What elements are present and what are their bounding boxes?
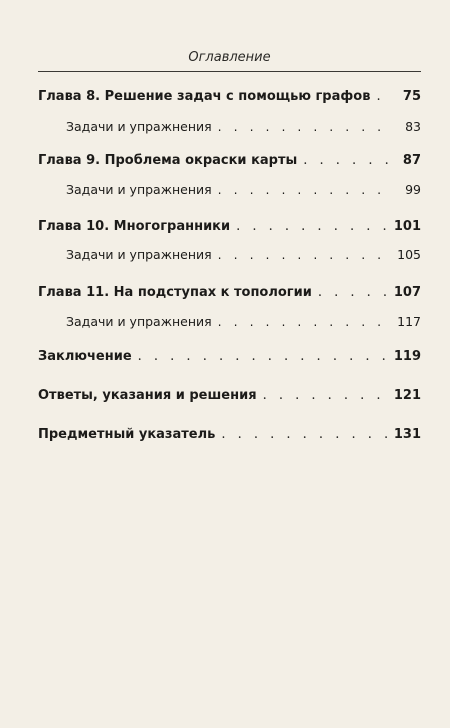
toc-entry-title: Задачи и упражнения (66, 314, 212, 329)
leader-dots (218, 246, 391, 264)
toc-entry-title: Заключение (38, 349, 132, 364)
toc-entry-page: 105 (397, 247, 421, 262)
leader-dots (138, 348, 388, 366)
toc-entry-title: Задачи и упражнения (66, 119, 212, 134)
toc-entry-page: 75 (402, 89, 421, 104)
leader-dots (218, 181, 393, 199)
leader-dots (221, 426, 388, 444)
toc-entry-title: Глава 10. Многогранники (38, 219, 231, 234)
toc-entry-index (38, 426, 421, 444)
toc-entry-title: Глава 8. Решение задач с помощью графов (38, 89, 371, 104)
toc-entry-page: 107 (393, 285, 421, 300)
toc-entry-chapter-9 (38, 152, 421, 170)
leader-dots (303, 152, 393, 170)
leader-dots (218, 313, 391, 331)
leader-dots (218, 118, 393, 136)
toc-entry-title: Ответы, указания и решения (38, 388, 257, 403)
leader-dots (236, 218, 388, 236)
leader-dots (376, 88, 393, 106)
running-header: Оглавление (188, 50, 271, 65)
leader-dots (263, 387, 388, 405)
toc-entry-page: 131 (393, 427, 421, 442)
toc-entry-page: 119 (393, 349, 421, 364)
toc-entry-page: 117 (397, 314, 421, 329)
toc-entry-exercises-10 (66, 246, 421, 264)
toc-entry-title: Задачи и упражнения (66, 182, 212, 197)
toc-entry-exercises-11 (66, 313, 421, 331)
toc-entry-answers (38, 387, 421, 405)
toc-entry-page: 101 (393, 219, 421, 234)
toc-entry-page: 83 (405, 119, 421, 134)
toc-entry-exercises-8 (66, 118, 421, 136)
toc-entry-page: 87 (402, 153, 421, 168)
toc-entry-title: Задачи и упражнения (66, 247, 212, 262)
toc-entry-chapter-10 (38, 218, 421, 236)
toc-entry-title: Глава 11. На подступах к топологии (38, 285, 312, 300)
toc-entry-title: Предметный указатель (38, 427, 216, 442)
toc-entry-title: Глава 9. Проблема окраски карты (38, 153, 298, 168)
leader-dots (318, 284, 388, 302)
toc-entry-chapter-8 (38, 88, 421, 106)
toc-entry-conclusion (38, 348, 421, 366)
toc-entry-page: 121 (393, 388, 421, 403)
header-rule (38, 71, 421, 72)
toc-entry-chapter-11 (38, 284, 421, 302)
toc-entry-exercises-9 (66, 181, 421, 199)
toc-entry-page: 99 (405, 182, 421, 197)
